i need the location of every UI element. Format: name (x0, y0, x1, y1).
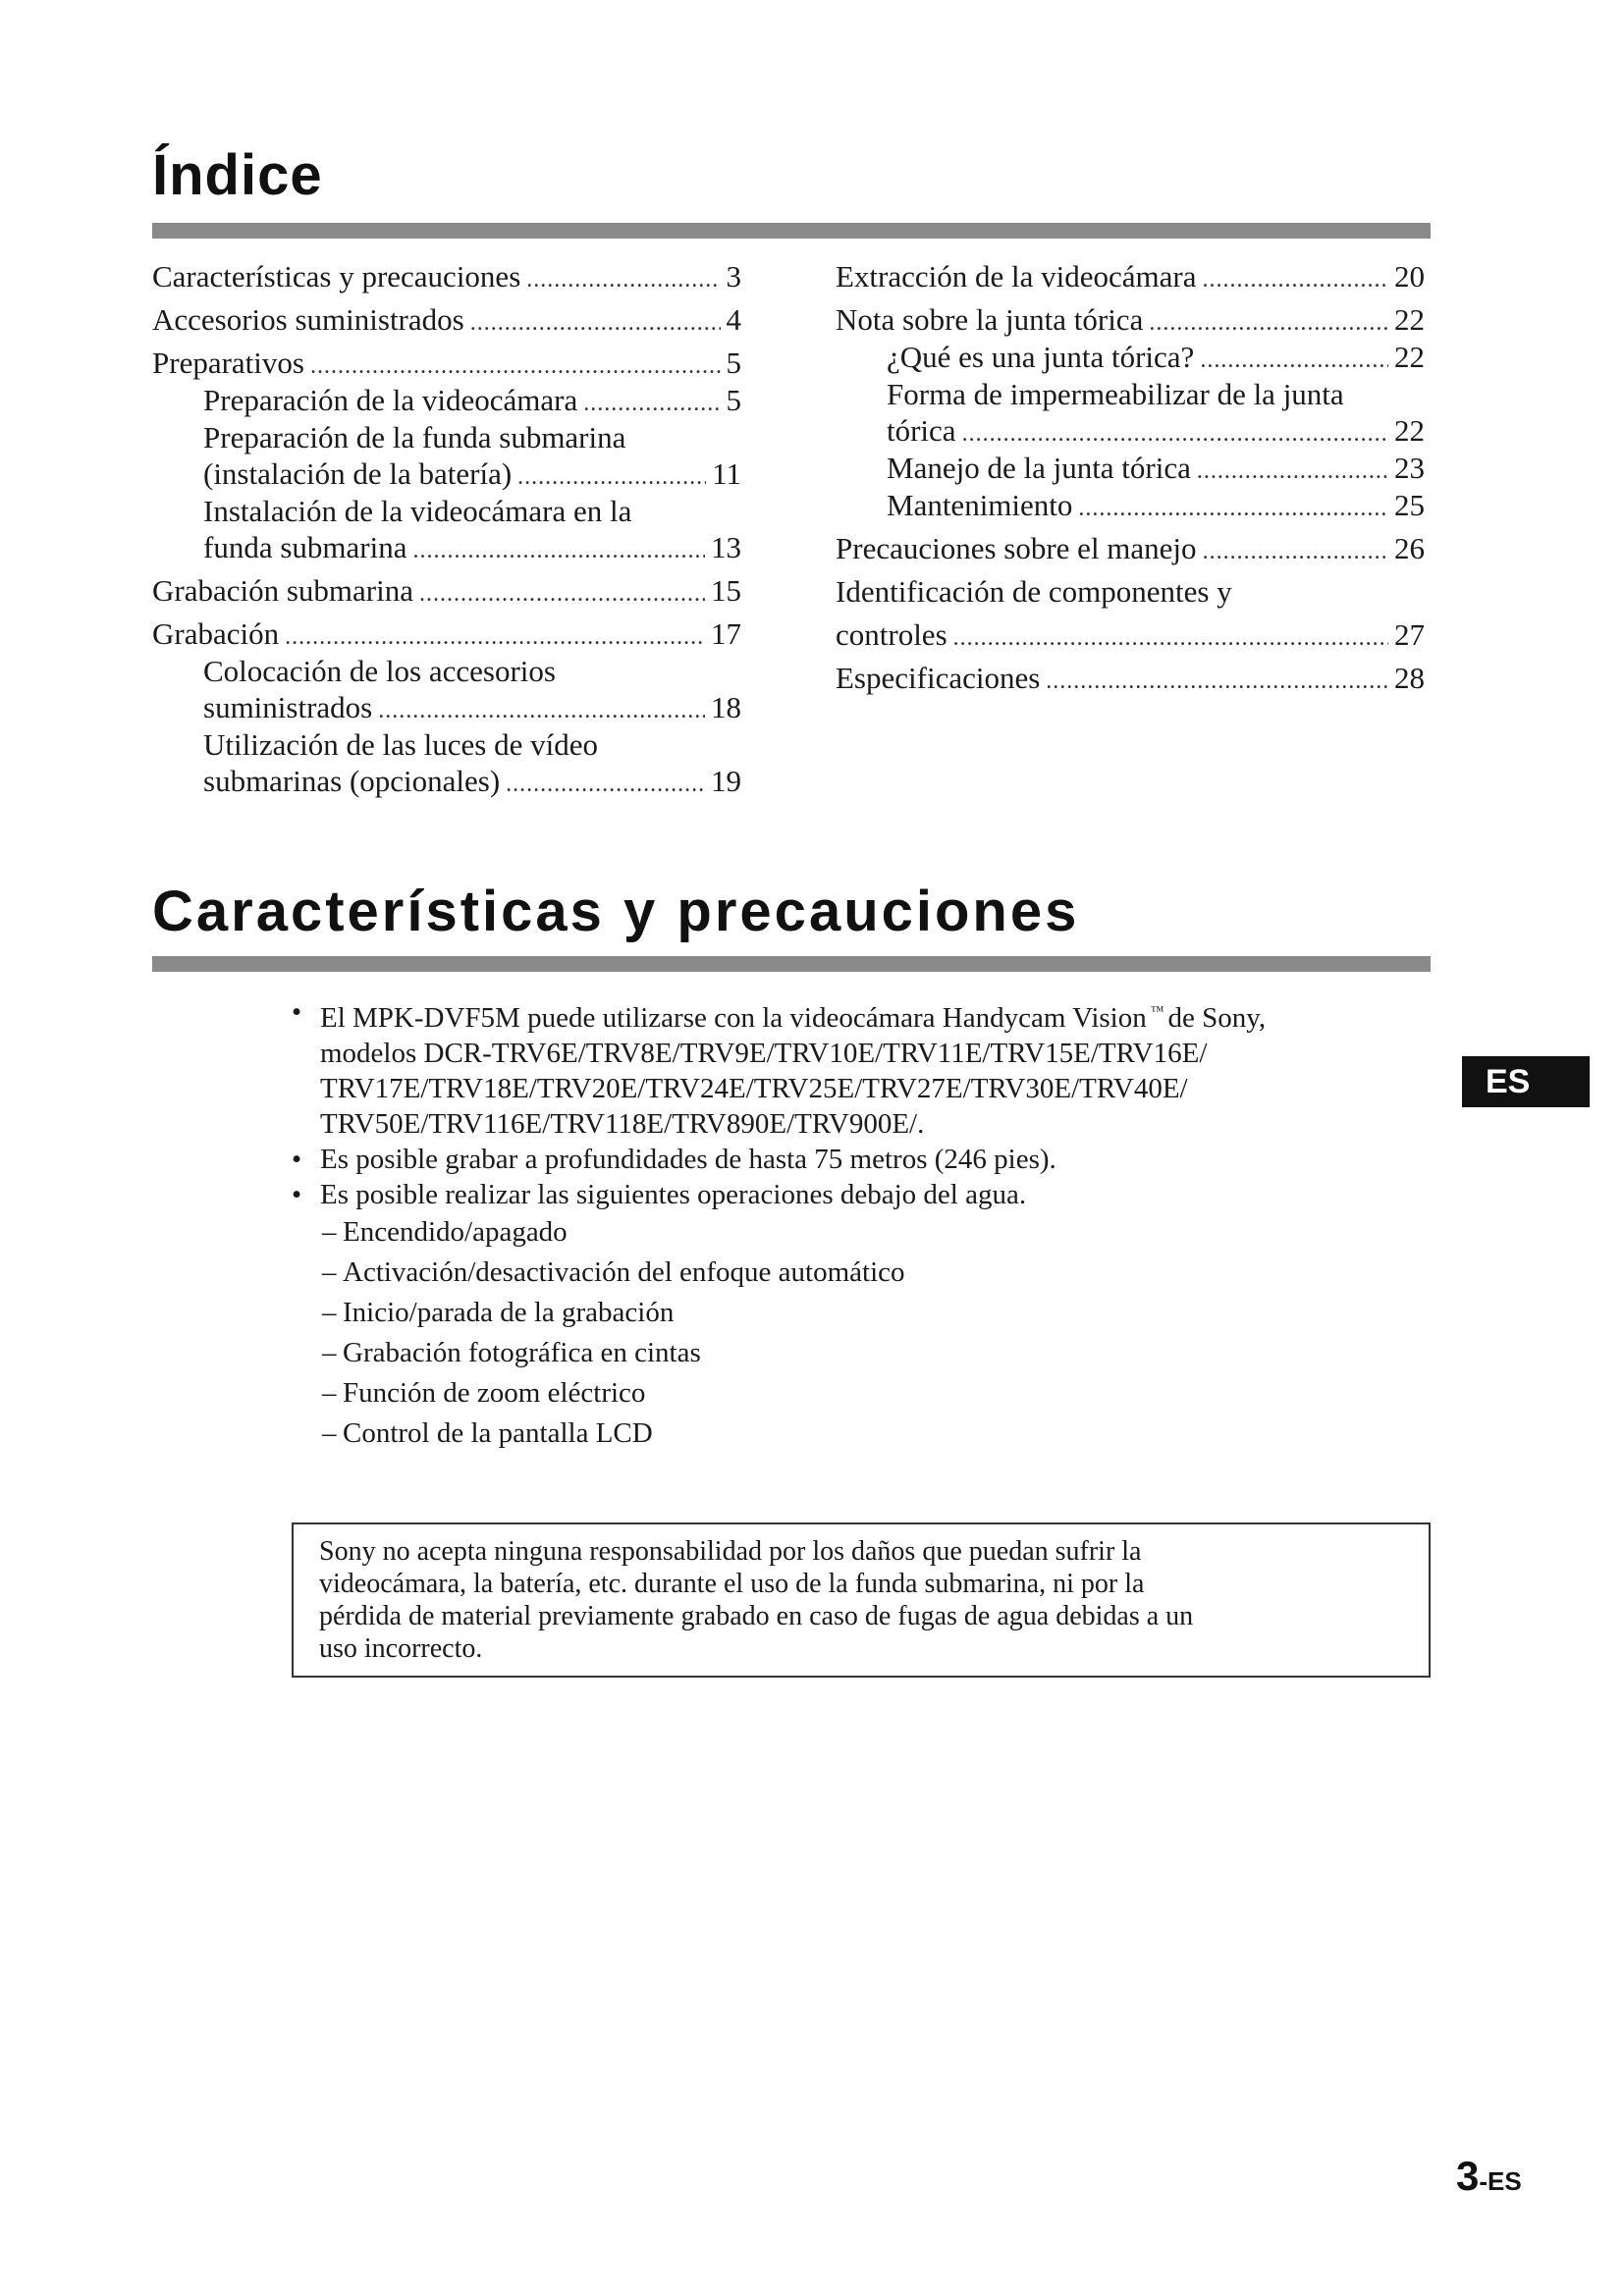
operation-item: – Activación/desactivación del enfoque automático (292, 1253, 1391, 1293)
toc-entry[interactable]: Grabación submarina ..... 15 (152, 573, 741, 616)
features-list (292, 994, 1391, 1454)
toc-entry[interactable]: Accesorios suministrados ..... 4 (152, 302, 741, 346)
operation-item: – Grabación fotográfica en cintas (292, 1333, 1391, 1373)
toc-subentry[interactable]: Instalación de la videocámara en la funda submarina ..... 13 (152, 494, 741, 573)
toc-subentry[interactable]: Forma de impermeabilizar de la junta tórica ..... 22 (836, 377, 1425, 451)
bullet-depth: • Es posible grabar a profundidades de hasta 75 metros (246 pies). (292, 1142, 1391, 1177)
toc-subentry[interactable]: ¿Qué es una junta tórica? ..... 22 (836, 340, 1425, 377)
disclaimer-box: Sony no acepta ninguna responsabilidad por los daños que puedan sufrir la videocámara, la batería, etc. durante el uso de la funda submarina, ni por la pérdida de material previamente grabado en caso de fugas de agua debidas a un uso incorrecto. (292, 1522, 1431, 1678)
trademark-symbol: ™ (1150, 1004, 1164, 1019)
operation-item: – Control de la pantalla LCD (292, 1414, 1391, 1454)
toc-entry[interactable]: Especificaciones ..... 28 (836, 661, 1425, 704)
bullet-operations: • Es posible realizar las siguientes operaciones debajo del agua. (292, 1177, 1391, 1212)
bullet-compatible-models: • El MPK-DVF5M puede utilizarse con la videocámara Handycam Vision ™ de Sony, modelos DCR-TRV6E/TRV8E/TRV9E/TRV10E/TRV11E/TRV15E/TRV16E/ TRV17E/TRV18E/TRV20E/TRV24E/TRV25E/TRV27E/TRV30E/TRV40E/ TRV50E/TRV116E/TRV118E/TRV890E/TRV900E/. (292, 994, 1391, 1142)
toc-entry[interactable]: Características y precauciones ..... 3 (152, 259, 741, 302)
operation-item: – Inicio/parada de la grabación (292, 1293, 1391, 1333)
toc-entry[interactable]: Grabación ..... 17 (152, 616, 741, 654)
language-tab: ES (1462, 1056, 1590, 1107)
toc-entry[interactable]: Precauciones sobre el manejo ..... 26 (836, 531, 1425, 574)
toc-subentry[interactable]: Mantenimiento ..... 25 (836, 488, 1425, 531)
index-title: Índice (152, 143, 323, 207)
toc-left-column (152, 259, 741, 801)
toc-right-column (836, 259, 1425, 704)
toc-entry[interactable]: Identificación de componentes y controles ..... 27 (836, 574, 1425, 661)
toc-subentry[interactable]: Manejo de la junta tórica ..... 23 (836, 451, 1425, 488)
toc-subentry[interactable]: Colocación de los accesorios suministrados ..... 18 (152, 654, 741, 727)
operation-item: – Encendido/apagado (292, 1212, 1391, 1253)
toc-subentry[interactable]: Preparación de la videocámara ..... 5 (152, 383, 741, 420)
index-title-rule (152, 223, 1431, 239)
toc-entry[interactable]: Extracción de la videocámara ..... 20 (836, 259, 1425, 302)
toc-entry[interactable]: Nota sobre la junta tórica ..... 22 (836, 302, 1425, 340)
operation-item: – Función de zoom eléctrico (292, 1373, 1391, 1414)
toc-subentry[interactable]: Utilización de las luces de vídeo submarinas (opcionales) ..... 19 (152, 727, 741, 801)
features-title-rule (152, 956, 1431, 972)
toc-entry[interactable]: Preparativos ..... 5 (152, 346, 741, 383)
page-number: 3-ES (1456, 2153, 1522, 2199)
toc-subentry[interactable]: Preparación de la funda submarina (instalación de la batería) ..... 11 (152, 420, 741, 494)
features-title: Características y precauciones (152, 880, 1080, 943)
